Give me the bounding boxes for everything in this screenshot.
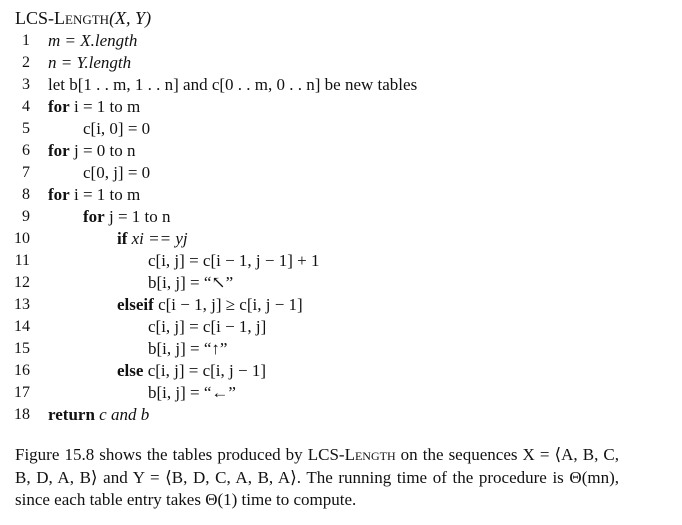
- line-number: 4: [22, 98, 30, 115]
- code-text: j = 1 to n: [108, 207, 171, 226]
- keyword: for: [48, 185, 70, 204]
- line-number: 14: [14, 318, 30, 335]
- code-line: [0, 118, 682, 140]
- code-line: [0, 316, 682, 338]
- line-number: 18: [14, 406, 30, 423]
- code-line: [0, 206, 682, 228]
- code-line: [0, 96, 682, 118]
- procedure-name: LCS-Length: [15, 8, 110, 28]
- line-number: 2: [22, 54, 30, 71]
- line-number: 15: [14, 340, 30, 357]
- line-number: 1: [22, 32, 30, 49]
- code-line: [0, 74, 682, 96]
- code-text: c[i, j] = c[i − 1, j]: [148, 317, 267, 336]
- line-number: 12: [14, 274, 30, 291]
- keyword: for: [48, 141, 70, 160]
- line-number: 11: [14, 252, 30, 269]
- body-paragraph: [15, 444, 619, 512]
- line-number: 16: [14, 362, 30, 379]
- code-line: [0, 184, 682, 206]
- code-line: [0, 338, 682, 360]
- keyword: elseif: [117, 295, 154, 314]
- code-text: c[0, j] = 0: [83, 163, 151, 182]
- code-text: c[i, 0] = 0: [83, 119, 151, 138]
- code-line: [0, 162, 682, 184]
- code-line: [0, 360, 682, 382]
- keyword: else: [117, 361, 144, 380]
- code-text: m = X.length: [48, 31, 138, 50]
- code-text: b[i, j] = “↑”: [148, 339, 228, 358]
- paragraph-text: on the sequences X = ⟨A, B, C, B, D, A, B⟩ and Y = ⟨B, D, C, A, B, A⟩. The running time of the procedure is Θ(mn), since each table entry takes Θ(1) time to compute.: [15, 445, 619, 509]
- code-line: [0, 404, 682, 426]
- procedure-params: (X, Y): [109, 8, 152, 28]
- line-number: 9: [22, 208, 30, 225]
- code-line: [0, 30, 682, 52]
- code-text: c[i, j] = c[i − 1, j − 1] + 1: [148, 251, 320, 270]
- code-line: [0, 294, 682, 316]
- code-line: [0, 250, 682, 272]
- line-number: 17: [14, 384, 30, 401]
- keyword: for: [83, 207, 105, 226]
- keyword: for: [48, 97, 70, 116]
- code-line: [0, 228, 682, 250]
- code-text: j = 0 to n: [73, 141, 136, 160]
- paragraph-text: Figure 15.8 shows the tables produced by: [15, 445, 308, 464]
- code-text: i = 1 to m: [73, 97, 141, 116]
- code-line: [0, 52, 682, 74]
- code-text: i = 1 to m: [73, 185, 141, 204]
- code-text: xi == yj: [131, 229, 188, 248]
- code-text: c[i − 1, j] ≥ c[i, j − 1]: [158, 295, 303, 314]
- line-number: 10: [14, 230, 30, 247]
- code-text: c and b: [99, 405, 150, 424]
- code-text: b[i, j] = “←”: [148, 383, 236, 402]
- line-number: 3: [22, 76, 30, 93]
- code-line: [0, 272, 682, 294]
- line-number: 6: [22, 142, 30, 159]
- code-line: [0, 382, 682, 404]
- procedure-title: [15, 6, 151, 30]
- keyword: if: [117, 229, 128, 248]
- line-number: 5: [22, 120, 30, 137]
- line-number: 8: [22, 186, 30, 203]
- procedure-reference: LCS-Length: [307, 445, 396, 464]
- keyword: return: [48, 405, 95, 424]
- code-text: n = Y.length: [48, 53, 132, 72]
- code-text: let b[1 . . m, 1 . . n] and c[0 . . m, 0 . . n] be new tables: [48, 75, 418, 94]
- code-text: c[i, j] = c[i, j − 1]: [147, 361, 266, 380]
- code-text: b[i, j] = “↖”: [148, 273, 234, 292]
- code-line: [0, 140, 682, 162]
- line-number: 13: [14, 296, 30, 313]
- line-number: 7: [22, 164, 30, 181]
